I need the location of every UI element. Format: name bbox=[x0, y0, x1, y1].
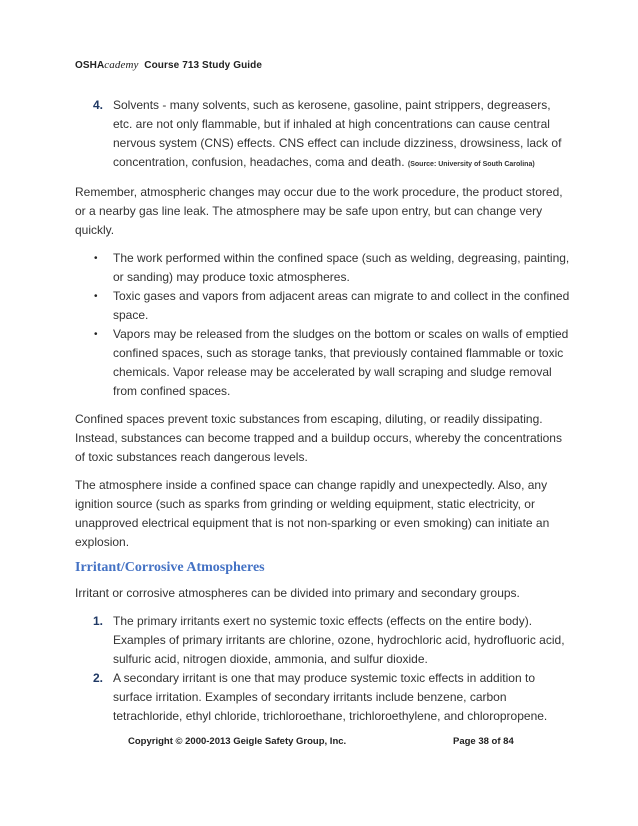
paragraph-confined: Confined spaces prevent toxic substances from escaping, diluting, or readily dissipating. Instead, substances can become trapped and a buildup occurs, whereby the concentrations of toxic substances reach dangerous levels. bbox=[75, 412, 562, 464]
page-footer bbox=[128, 736, 548, 747]
bullet-icon: • bbox=[94, 291, 98, 302]
solvents-list bbox=[75, 96, 570, 174]
list-item bbox=[75, 249, 570, 287]
list-item bbox=[75, 287, 570, 325]
page-body bbox=[75, 96, 570, 726]
list-item bbox=[75, 669, 570, 726]
list-item bbox=[75, 612, 570, 669]
irritant-text: A secondary irritant is one that may produce systemic toxic effects in addition to surface irritation. Examples of secondary irritants include benzene, carbon tetrachloride, ethyl chloride, trichloroethane, trichloroethylene, and chloropropene. bbox=[113, 671, 548, 723]
list-item bbox=[75, 325, 570, 401]
solvents-text: Solvents - many solvents, such as kerosene, gasoline, paint strippers, degreasers, etc. are not only flammable, but if inhaled at high concentrations can cause central nervous system (CNS) effects. CNS effect can include dizziness, drowsiness, lack of concentration, confusion, headaches, coma and death. bbox=[113, 98, 562, 169]
list-number: 4. bbox=[93, 98, 104, 112]
list-number: 1. bbox=[93, 614, 104, 628]
section-heading: Irritant/Corrosive Atmospheres bbox=[75, 560, 265, 575]
page-number: Page 38 of 84 bbox=[453, 736, 514, 747]
bullet-text: Vapors may be released from the sludges on the bottom or scales on walls of emptied confined spaces, such as storage tanks, that previously contained flammable or toxic chemicals. Vapor release may be accelerated by wall scraping and sludge removal from confined spaces. bbox=[113, 327, 569, 398]
page-header bbox=[75, 59, 262, 71]
irritant-text: The primary irritants exert no systemic toxic effects (effects on the entire body). Examples of primary irritants are chlorine, ozone, hydrochloric acid, hydrofluoric acid, sulfuric acid, nitrogen dioxide, ammonia, and sulfur dioxide. bbox=[113, 614, 565, 666]
bullet-list bbox=[75, 249, 570, 401]
paragraph-remember: Remember, atmospheric changes may occur due to the work procedure, the product stored, or a nearby gas line leak. The atmosphere may be safe upon entry, but can change very quickly. bbox=[75, 185, 563, 237]
source-citation: (Source: University of South Carolina) bbox=[407, 161, 535, 168]
irritants-list bbox=[75, 612, 570, 726]
brand-prefix: OSHA bbox=[75, 60, 105, 71]
copyright-text: Copyright © 2000-2013 Geigle Safety Group, Inc. bbox=[128, 736, 347, 747]
bullet-icon: • bbox=[94, 253, 98, 264]
bullet-text: Toxic gases and vapors from adjacent areas can migrate to and collect in the confined space. bbox=[113, 289, 570, 322]
paragraph-atmosphere: The atmosphere inside a confined space can change rapidly and unexpectedly. Also, any ignition source (such as sparks from grinding or welding equipment, static electricity, or unapproved electrical equipment that is not non-sparking or even smoking) can initiate an explosion. bbox=[75, 478, 550, 549]
list-item bbox=[75, 96, 570, 174]
course-title: Course 713 Study Guide bbox=[144, 60, 263, 71]
paragraph-irritant: Irritant or corrosive atmospheres can be divided into primary and secondary groups. bbox=[75, 586, 520, 600]
bullet-text: The work performed within the confined space (such as welding, degreasing, painting, or sanding) may produce toxic atmospheres. bbox=[113, 251, 570, 284]
list-number: 2. bbox=[93, 671, 104, 685]
brand-italic: cademy bbox=[104, 59, 139, 71]
bullet-icon: • bbox=[94, 329, 98, 340]
